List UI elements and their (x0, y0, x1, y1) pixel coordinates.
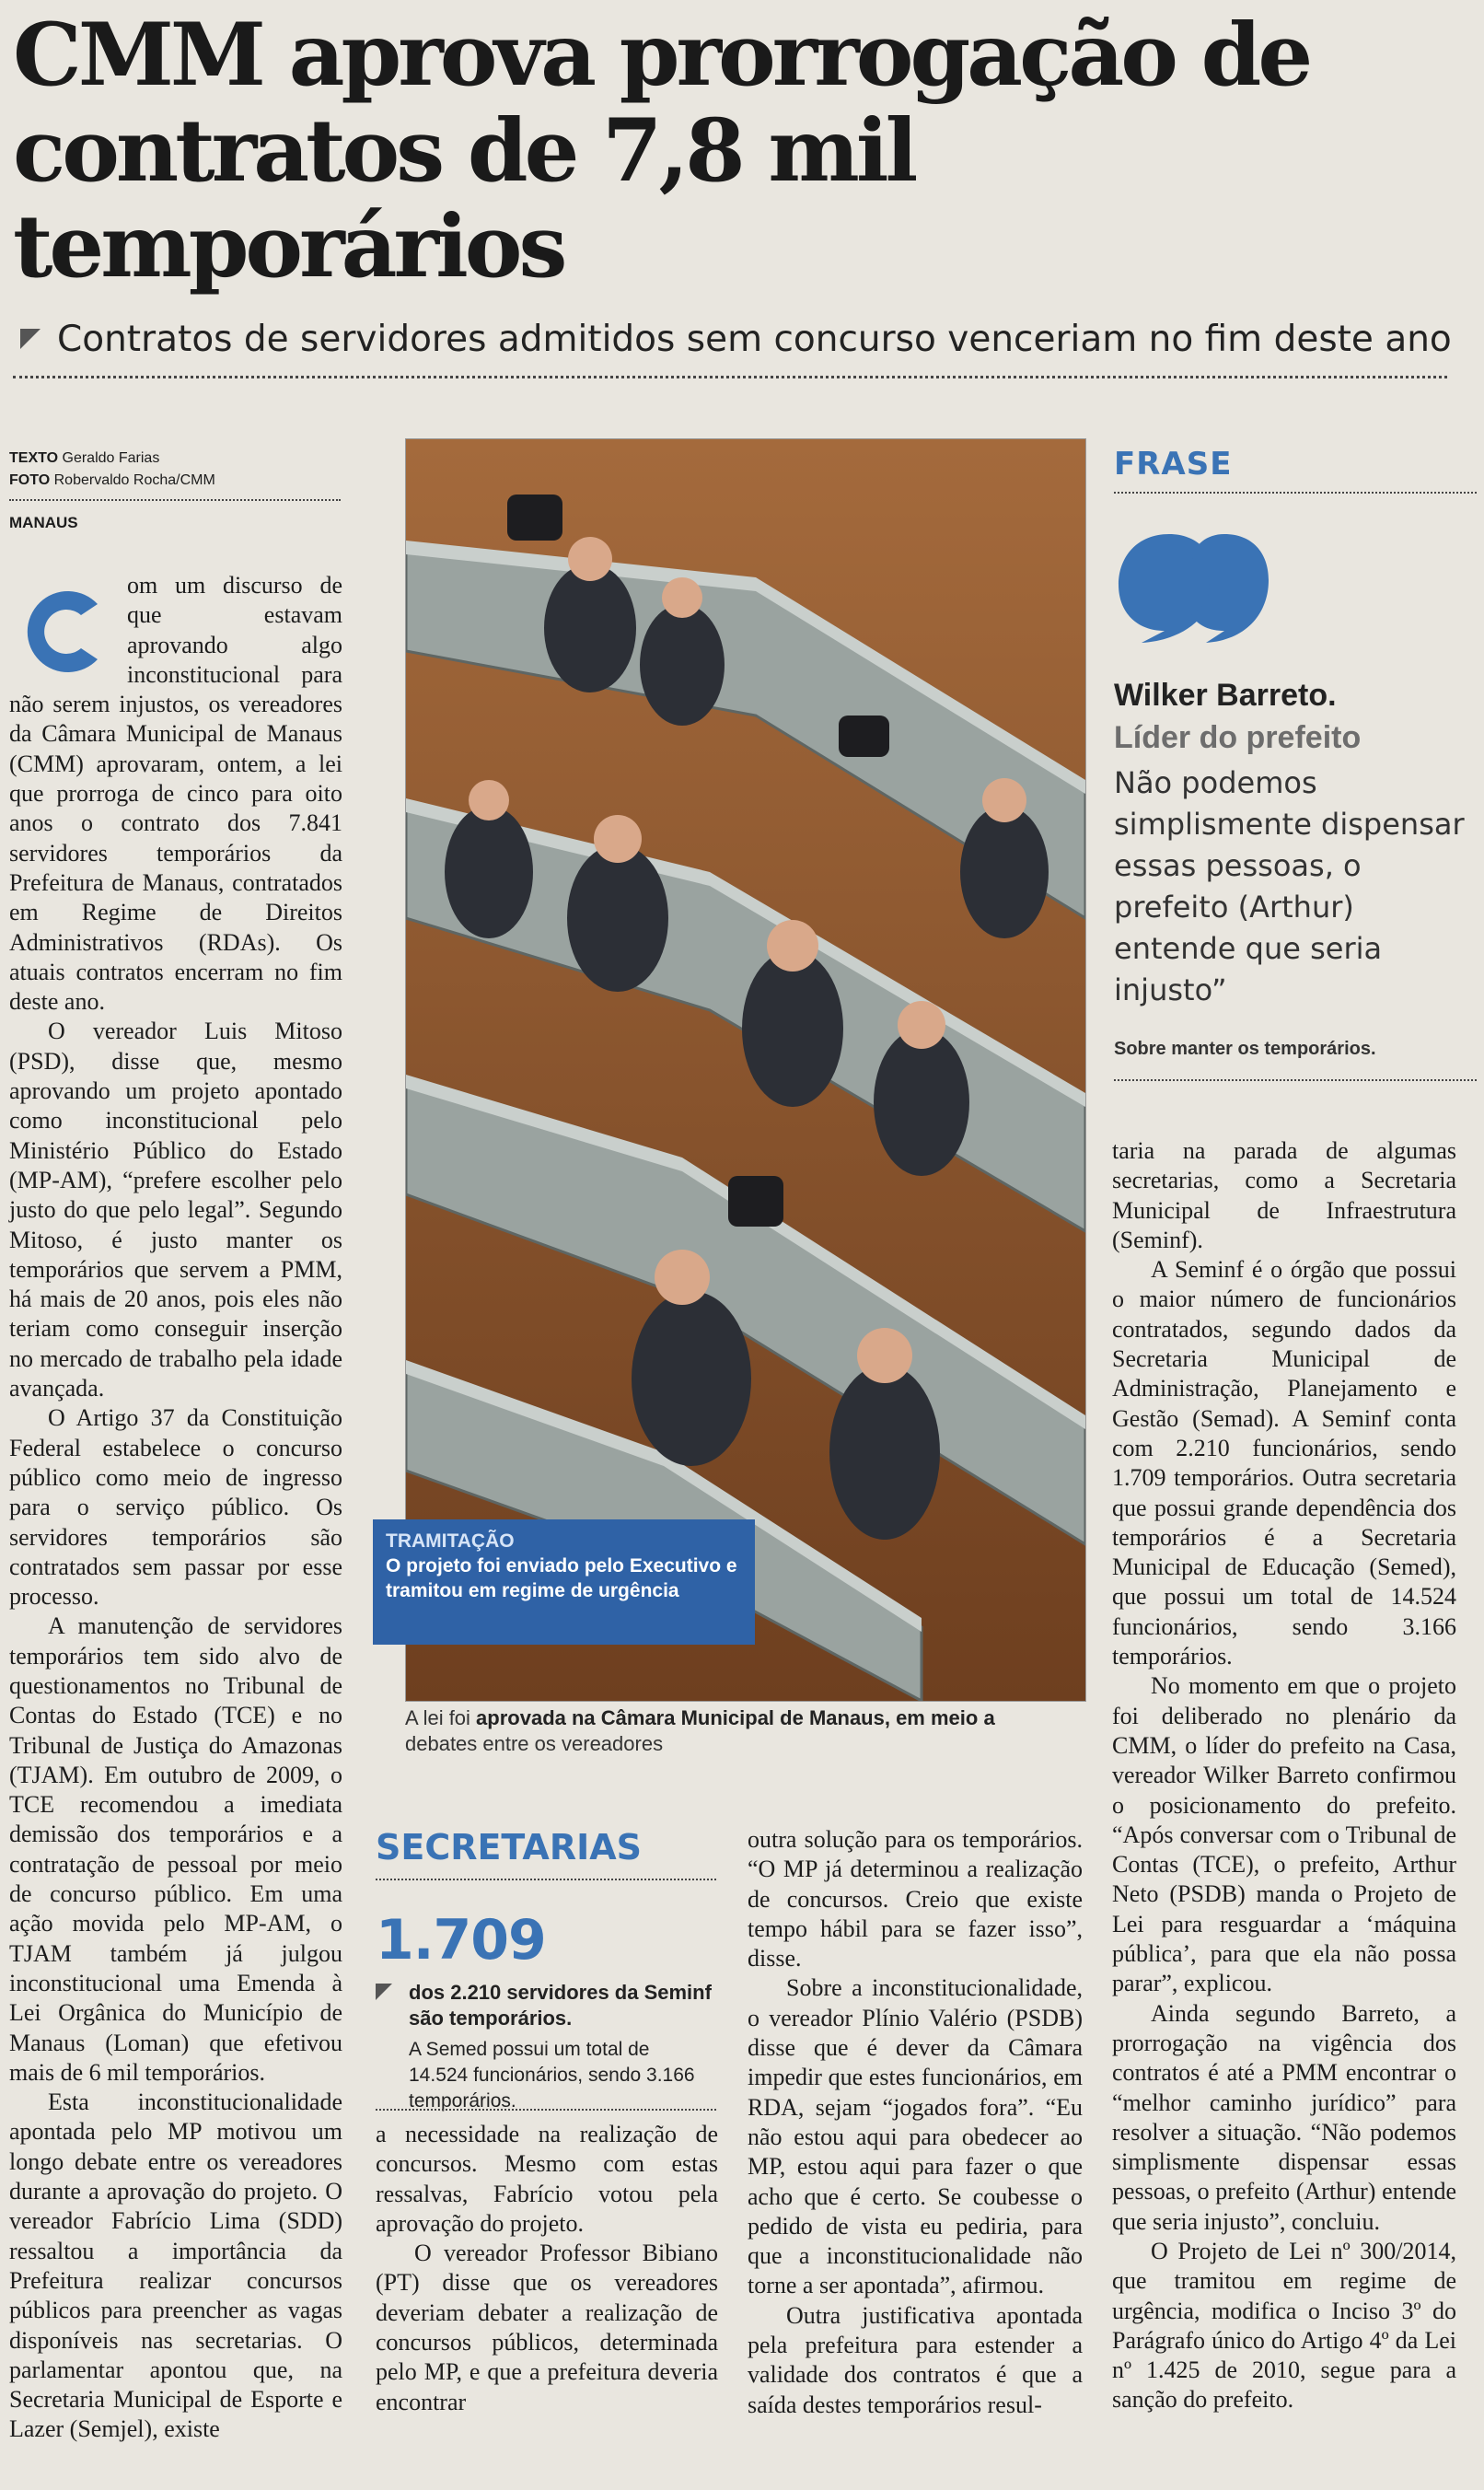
quote-text: Não podemos simplismente dispensar essas pessoas, o prefeito (Arthur) entende que seria injusto” (1114, 765, 1465, 1007)
quote-context: Sobre manter os temporários. (1114, 1039, 1376, 1059)
caption-bold: aprovada na Câmara Municipal de Manaus, em meio a (476, 1706, 995, 1729)
secretarias-note: A Semed possui um total de 14.524 funcionários, sendo 3.166 temporários. (409, 2039, 695, 2112)
article-paragraph: Esta inconstitucionalidade apontada pelo MP motivou um longo debate entre os vereadores durante a aprovação do projeto. O vereador Fabrício Lima (SDD) ressaltou a importância da Prefeitura realizar concursos públicos para preencher as vagas disponíveis nas secretarias. O parlamentar apontou que, na Secretaria Municipal de Esporte e Lazer (Semjel), existe (9, 2089, 342, 2443)
article-paragraph: Ainda segundo Barreto, a prorrogação na vigência dos contratos é até a PMM encontrar o “melhor caminho jurídico” para resolver a situação. “Não podemos simplismente dispensar essas pessoas, o prefeito (Arthur) entende que seria injusto”, concluiu. (1112, 1999, 1456, 2235)
article-paragraph: O Artigo 37 da Constituição Federal estabelece o concurso público como meio de ingresso para o serviço público. Os servidores temporários são contratados sem passar por esse processo. (9, 1404, 342, 1611)
credit-text-author: Geraldo Farias (62, 450, 160, 466)
photo-caption (405, 1705, 1084, 1757)
caption-text-1: A lei foi (405, 1706, 477, 1729)
frase-title: FRASE (1114, 446, 1233, 483)
divider (376, 1879, 716, 1880)
article-paragraph: O vereador Professor Bibiano (PT) disse que os vereadores deveriam debater a realização de concursos públicos, determinada pelo MP, e que a prefeitura deveria encontrar (376, 2240, 718, 2415)
triangle-marker-icon (20, 329, 41, 349)
subheadline (13, 311, 1477, 367)
caption-text-2: debates entre os vereadores (405, 1732, 664, 1755)
secretarias-title: SECRETARIAS (376, 1827, 642, 1868)
divider (13, 376, 1447, 378)
council-chamber-photo-icon (406, 439, 1085, 1701)
article-paragraph: outra solução para os temporários. “O MP já determinou a realização de concursos. Creio que existe tempo hábil para se fazer isso”, disse. (748, 1826, 1083, 1972)
tramitacao-title: TRAMITAÇÃO (386, 1530, 515, 1552)
credit-photo-label: FOTO (9, 472, 51, 488)
dateline: MANAUS (9, 514, 78, 531)
divider (1114, 492, 1477, 494)
article-paragraph: Sobre a inconstitucionalidade, o vereador Plínio Valério (PSDB) disse que é dever da Câmara impedir que estes funcionários, em RDA, sejam “jogados fora”. “Eu não estou aqui para obedecer ao MP, estou aqui para fazer o que acho que é certo. Se coubesse o pedido de vista eu pediria, para que a inconstitucionalidade não torne a ser apontada”, afirmou. (748, 1974, 1083, 2299)
article-paragraph: om um discurso de que estavam aprovando algo inconstitucional para não serem injustos, os vereadores da Câmara Municipal de Manaus (CMM) aprovaram, ontem, a lei que prorroga de cinco para oito anos o contrato dos 7.841 servidores temporários da Prefeitura de Manaus, contratados em Regime de Direitos Administrativos (RDAs). Os atuais contratos encerram no fim deste ano. (9, 572, 342, 1016)
article-paragraph: Outra justificativa apontada pela prefeitura para estender a validade dos contratos é que a saída destes temporários resul- (748, 2301, 1083, 2418)
divider (9, 499, 341, 501)
article-column-3 (748, 1825, 1083, 2420)
quote-author-role: Líder do prefeito (1114, 720, 1362, 755)
tramitacao-box (373, 1519, 755, 1645)
divider (1114, 1079, 1477, 1081)
triangle-marker-icon (376, 1984, 392, 2005)
headline (13, 7, 1477, 295)
article-paragraph: No momento em que o projeto foi deliberado no plenário da CMM, o líder do prefeito na Casa, vereador Wilker Barreto confirmou o posicionamento do prefeito. “Após conversar com o Tribunal de Contas (TCE), o prefeito, Arthur Neto (PSDB) manda o Projeto de Lei para resguardar a ‘máquina pública’, para que ela não possa parar”, explicou. (1112, 1672, 1456, 1997)
article-paragraph: A manutenção de servidores temporários tem sido alvo de questionamentos no Tribunal de Contas do Estado (TCE) e no Tribunal de Justiça do Amazonas (TJAM). Em outubro de 2009, o TCE recomendou a imediata demissão dos temporários e a contratação de pessoal por meio de concurso público. Em uma ação movida pelo MP-AM, o TJAM também já julgou inconstitucional uma Emenda à Lei Orgânica do Município de Manaus (Loman) que efetivou mais de 6 mil temporários. (9, 1612, 342, 2086)
article-paragraph: O vereador Luis Mitoso (PSD), disse que, mesmo aprovando um projeto apontado como inconstitucional pelo Ministério Público do Estado (MP-AM), “prefere escolher pelo justo do que pelo legal”. Segundo Mitoso, é justo manter os temporários que servem a PMM, há mais de 20 anos, pois eles não teriam como conseguir inserção no mercado de trabalho pela idade avançada. (9, 1018, 342, 1402)
article-paragraph: A Seminf é o órgão que possui o maior número de funcionários contratados, segundo dados da Secretaria Municipal de Administração, Planejamento e Gestão (Semad). A Seminf conta com 2.210 funcionários, sendo 1.709 temporários. Outra secretaria que possui grande dependência dos temporários é a Secretaria Municipal de Educação (Semed), que possui um total de 14.524 funcionários, sendo 3.166 temporários. (1112, 1256, 1456, 1670)
article-column-2 (376, 2120, 718, 2417)
dropcap-c-icon (9, 576, 120, 687)
tramitacao-text: O projeto foi enviado pelo Executivo e tramitou em regime de urgência (386, 1555, 737, 1601)
quote-author-name: Wilker Barreto. (1114, 678, 1337, 713)
article-paragraph: O Projeto de Lei nº 300/2014, que tramitou em regime de urgência, modifica o Inciso 3º do Parágrafo único do Artigo 4º da Lei nº 1.425 de 2010, segue para a sanção do prefeito. (1112, 2237, 1456, 2414)
credits (9, 448, 341, 492)
subheadline-text: Contratos de servidores admitidos sem concurso venceriam no fim deste ano (57, 318, 1452, 360)
article-column-1 (9, 571, 342, 2445)
article-paragraph: a necessidade na realização de concursos. Mesmo com estas ressalvas, Fabrício votou pela aprovação do projeto. (376, 2121, 718, 2237)
headline-line2: contratos de 7,8 mil temporários (13, 100, 915, 297)
article-column-4 (1112, 1136, 1456, 2415)
article-paragraph: taria na parada de algumas secretarias, como a Secretaria Municipal de Infraestrutura (Seminf). (1112, 1137, 1456, 1253)
divider (376, 2109, 716, 2111)
quote-mark-icon (1114, 525, 1270, 645)
credit-photo-author: Robervaldo Rocha/CMM (53, 472, 215, 488)
dropcap-c (9, 576, 120, 687)
secretarias-desc: dos 2.210 servidores da Seminf são temporários. (409, 1981, 712, 2030)
news-photo (405, 438, 1086, 1702)
headline-line1: CMM aprova prorrogação de (13, 5, 1310, 106)
secretarias-number: 1.709 (376, 1908, 546, 1972)
credit-text-label: TEXTO (9, 450, 59, 466)
